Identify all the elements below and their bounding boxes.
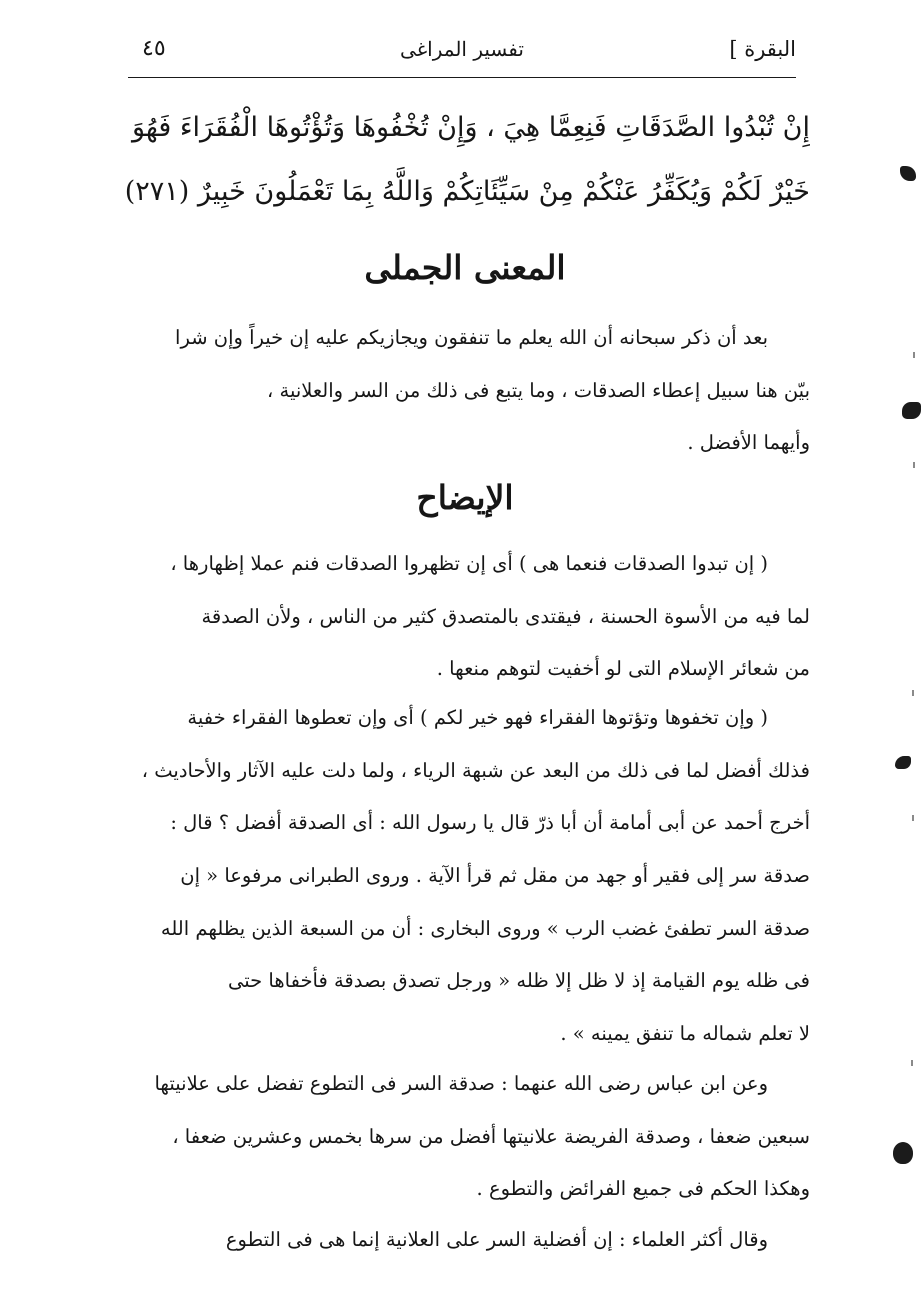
- explanation-heading: الإيضاح: [416, 478, 514, 517]
- scan-speck: [913, 462, 915, 468]
- verse-line-2: خَيْرٌ لَكُمْ وَيُكَفِّرُ عَنْكُمْ مِنْ سَيِّئَاتِكُمْ وَاللَّهُ بِمَا تَعْمَلُونَ خَبِيرٌ (٢٧١): [124, 176, 810, 207]
- scan-speck: [912, 690, 914, 696]
- book-title: تفسير المراغى: [400, 37, 524, 61]
- text-line: ( وإن تخفوها وتؤتوها الفقراء فهو خير لكم ) أى وإن تعطوها الفقراء خفية: [187, 706, 768, 729]
- surah-name: البقرة ]: [729, 37, 796, 61]
- explanation-paragraph-3: [120, 1058, 810, 1216]
- text-line: بيّن هنا سبيل إعطاء الصدقات ، وما يتبع فى ذلك من السر والعلانية ،: [267, 378, 810, 402]
- text-line: فى ظله يوم القيامة إذ لا ظل إلا ظله « ورجل تصدق بصدقة فأخفاها حتى: [228, 969, 810, 993]
- text-line: أخرج أحمد عن أبى أمامة أن أبا ذرّ قال يا رسول الله : أى الصدقة أفضل ؟ قال :: [170, 811, 810, 835]
- text-line: بعد أن ذكر سبحانه أن الله يعلم ما تنفقون ويجازيكم عليه إن خيراً وإن شرا: [175, 326, 768, 349]
- text-line: من شعائر الإسلام التى لو أخفيت لتوهم منعها .: [436, 657, 810, 681]
- text-line: ( إن تبدوا الصدقات فنعما هى ) أى إن تظهروا الصدقات فنم عملا إظهارها ،: [170, 552, 768, 575]
- text-line: صدقة سر إلى فقير أو جهد من مقل ثم قرأ الآية . وروى الطبرانى مرفوعا « إن: [180, 864, 810, 888]
- text-line: لا تعلم شماله ما تنفق يمينه » .: [560, 1022, 810, 1046]
- text-line: لما فيه من الأسوة الحسنة ، فيقتدى بالمتصدق كثير من الناس ، ولأن الصدقة: [201, 604, 810, 628]
- verse-line-1: إِنْ تُبْدُوا الصَّدَقَاتِ فَنِعِمَّا هِيَ ، وَإِنْ تُخْفُوهَا وَتُؤْتُوهَا الْفُقَرَاءَ فَهُوَ: [131, 112, 810, 143]
- page-number: ٤٥: [142, 36, 166, 61]
- ink-blot: [895, 756, 911, 769]
- header-rule: [128, 77, 796, 78]
- text-line: فذلك أفضل لما فى ذلك من البعد عن شبهة الرياء ، ولما دلت عليه الآثار والأحاديث ،: [141, 758, 810, 782]
- explanation-paragraph-1: [120, 538, 810, 696]
- scan-speck: [911, 1060, 913, 1066]
- verse-block: [120, 96, 810, 224]
- summary-heading: المعنى الجملى: [364, 248, 566, 287]
- ink-blot: [893, 1142, 913, 1164]
- text-line: وعن ابن عباس رضى الله عنهما : صدقة السر فى التطوع تفضل على علانيتها: [154, 1072, 768, 1095]
- text-line: وأيهما الأفضل .: [687, 431, 810, 455]
- explanation-paragraph-2: [120, 692, 810, 1061]
- summary-paragraph: [120, 312, 810, 470]
- text-line: وهكذا الحكم فى جميع الفرائض والتطوع .: [476, 1177, 810, 1201]
- scan-speck: [912, 815, 914, 821]
- scan-speck: [913, 352, 915, 358]
- text-line: وقال أكثر العلماء : إن أفضلية السر على العلانية إنما هى فى التطوع: [225, 1228, 768, 1251]
- explanation-paragraph-4: [120, 1214, 810, 1267]
- ink-blot: [900, 166, 916, 181]
- page-header: [128, 30, 796, 78]
- text-line: سبعين ضعفا ، وصدقة الفريضة علانيتها أفضل من سرها بخمس وعشرين ضعفا ،: [172, 1124, 810, 1148]
- ink-blot: [902, 402, 921, 419]
- text-line: صدقة السر تطفئ غضب الرب » وروى البخارى : أن من السبعة الذين يظلهم الله: [160, 916, 810, 940]
